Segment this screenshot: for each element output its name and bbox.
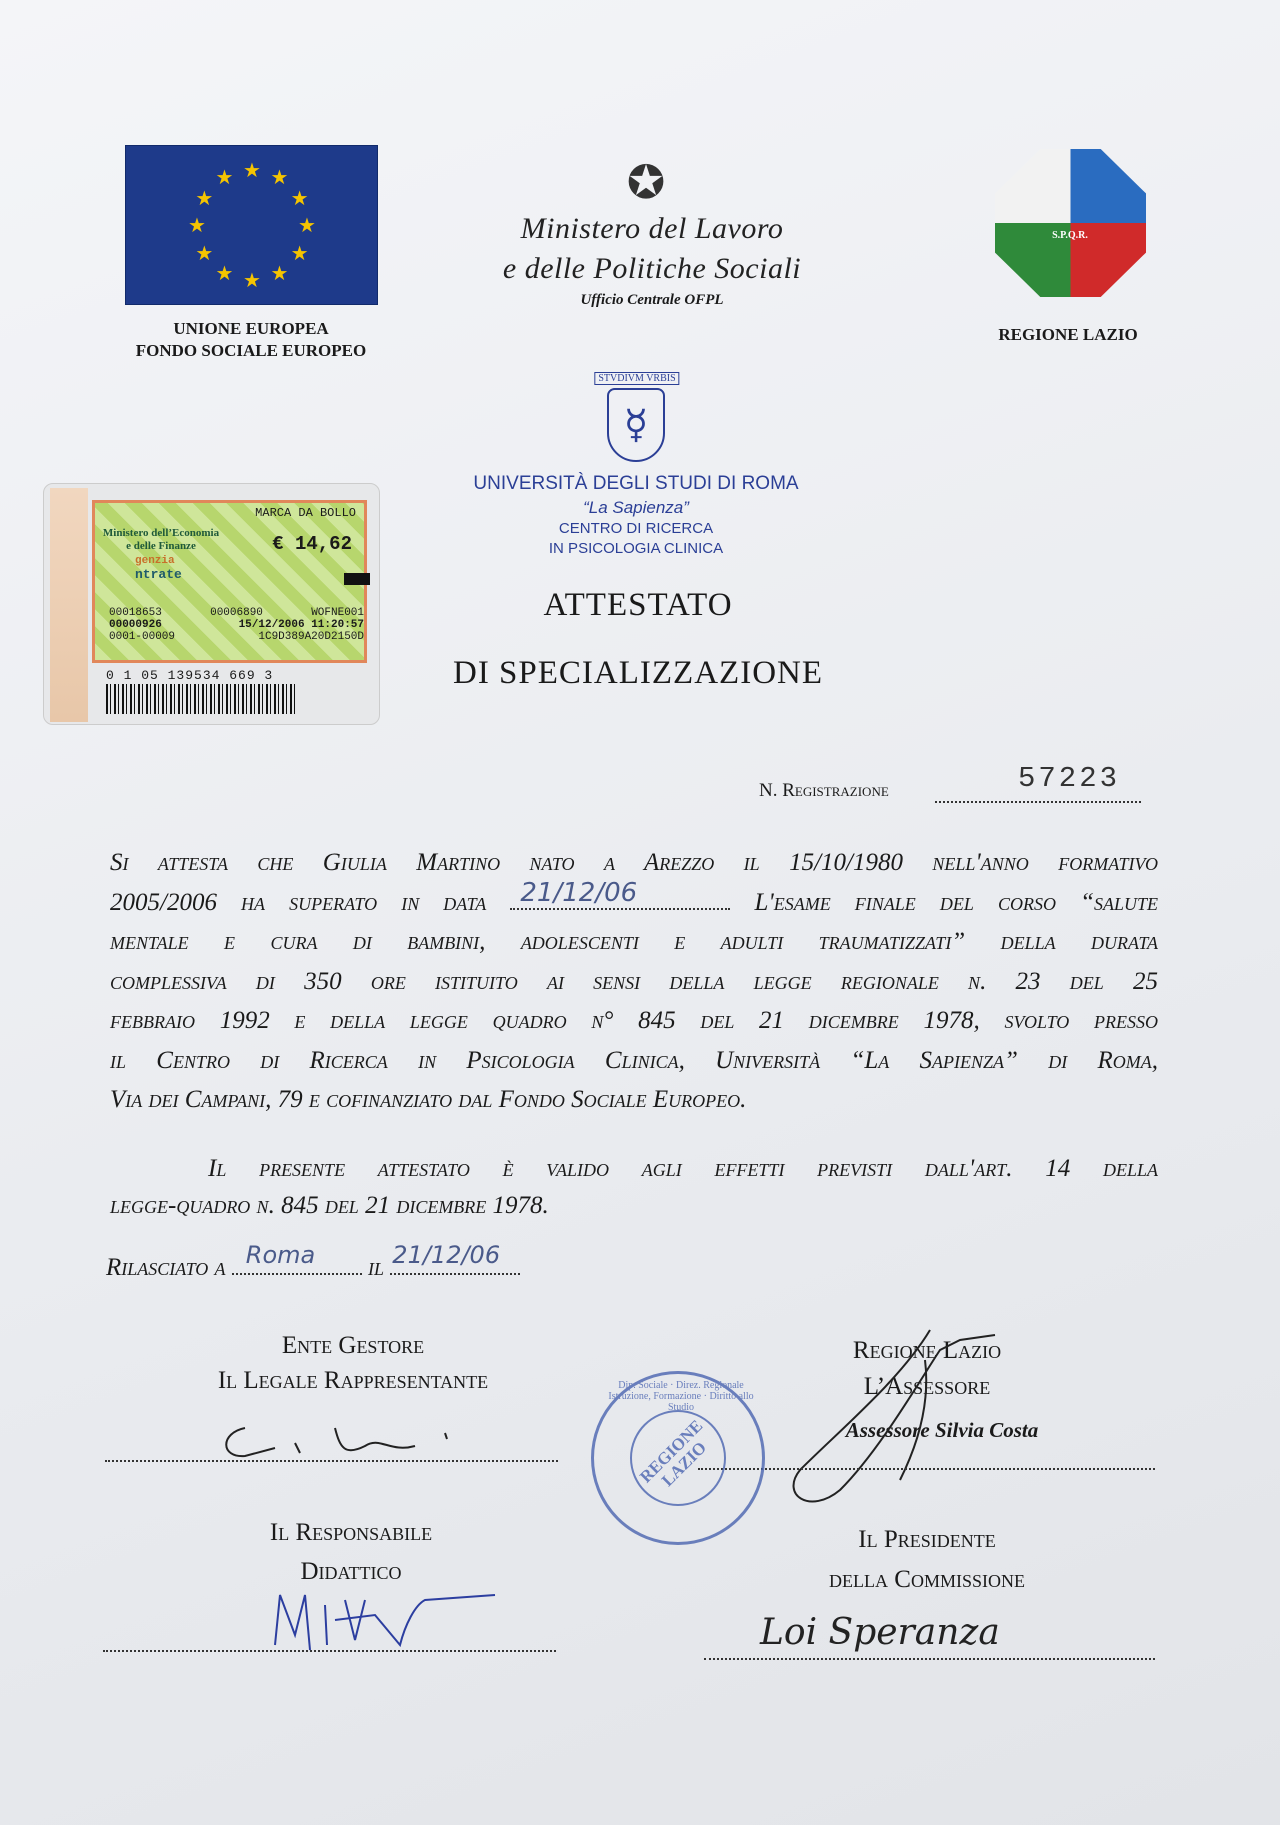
seal-center-text: REGIONE LAZIO <box>610 1390 746 1526</box>
body-line: febbraio 1992 e della legge quadro n° 845 del 21 dicembre 1978, svolto presso <box>110 1007 1158 1034</box>
region-label: REGIONE LAZIO <box>998 325 1138 344</box>
regione-lazio-logo <box>995 149 1146 297</box>
centre-line1: CENTRO DI RICERCA <box>558 520 714 537</box>
stamp-issuer-line2: e delle Finanze <box>126 540 196 552</box>
body-line <box>110 877 1158 923</box>
stamp-code: WOFNE001 <box>311 607 364 619</box>
registration-number: 57223 <box>1018 762 1121 795</box>
issued-place-handwritten: Roma <box>245 1241 316 1269</box>
region-logo-text: S.P.Q.R. <box>1052 230 1088 241</box>
stamp-codes <box>109 607 364 643</box>
assessor-signature-line <box>698 1468 1155 1470</box>
stamp-code: 0001-00009 <box>109 631 176 643</box>
stamp-code: 1C9D389A20D2150D <box>258 631 364 643</box>
ministry-name-line2: e delle Politiche Sociali <box>502 252 802 285</box>
registration-label: N. Registrazione <box>759 780 889 801</box>
president-label: Il Presidente <box>858 1526 996 1553</box>
university-name: UNIVERSITÀ DEGLI STUDI DI ROMA <box>473 473 799 494</box>
revenue-stamp <box>43 483 380 725</box>
ente-gestore-label: Ente Gestore <box>281 1332 425 1359</box>
commission-label: della Commissione <box>829 1566 1025 1593</box>
barcode <box>106 684 296 714</box>
stamp-header: MARCA DA BOLLO <box>255 506 356 520</box>
stamp-code: 00000926 <box>109 619 162 631</box>
eu-star-icon: ★ <box>195 242 214 265</box>
body-line: mentale e cura di bambini, adolescenti e adulti traumatizzati” della durata <box>110 928 1158 955</box>
assessor-label: L’Assessore <box>863 1373 991 1400</box>
eu-star-icon: ★ <box>290 242 309 265</box>
agency-line1: genzia <box>135 555 175 567</box>
document-title: ATTESTATO <box>543 587 733 623</box>
eu-star-icon: ★ <box>195 187 214 210</box>
body-line: Si attesta che Giulia Martino nato a Arezzo il 15/10/1980 nell'anno formativo <box>110 849 1158 876</box>
italian-emblem-icon: ✪ <box>626 157 666 208</box>
issued-at-label: Rilasciato a <box>106 1254 226 1281</box>
stamp-issuer <box>101 527 221 553</box>
stamp-security-strip <box>50 488 88 722</box>
eu-star-icon: ★ <box>270 167 289 190</box>
body-line: Via dei Campani, 79 e cofinanziato dal Fondo Sociale Europeo. <box>110 1086 747 1113</box>
president-signature-line <box>704 1658 1155 1660</box>
ministry-office: Ufficio Centrale OFPL <box>580 292 724 308</box>
stamp-code: 00018653 <box>109 607 162 619</box>
centre-line2: IN PSICOLOGIA CLINICA <box>548 540 724 557</box>
region-label-signature: Regione Lazio <box>852 1337 1002 1364</box>
stamp-datetime: 15/12/2006 11:20:57 <box>238 619 364 631</box>
responsible-label: Il Responsabile <box>269 1519 433 1546</box>
validity-line2: legge-quadro n. 845 del 21 dicembre 1978. <box>110 1192 549 1219</box>
exam-date-handwritten: 21/12/06 <box>520 877 638 908</box>
legal-rep-signature-line <box>105 1460 558 1462</box>
regione-lazio-seal <box>591 1371 765 1545</box>
responsible-signature <box>265 1585 505 1665</box>
esf-label: FONDO SOCIALE EUROPEO <box>135 341 367 360</box>
eu-star-icon: ★ <box>290 187 309 210</box>
stamp-body <box>92 500 367 663</box>
seal-ring-text: Dip. Sociale · Direz. Regionale Istruzione, Formazione · Diritto allo Studio <box>608 1380 754 1413</box>
president-signature: Loi Speranza <box>760 1612 1000 1653</box>
eu-star-icon: ★ <box>298 215 316 237</box>
assessor-name: Assessore Silvia Costa <box>845 1418 1039 1442</box>
stamp-code: 00006890 <box>210 607 263 619</box>
eu-star-icon: ★ <box>270 262 289 285</box>
eu-star-icon: ★ <box>188 215 206 237</box>
ministry-name-line1: Ministero del Lavoro <box>520 212 784 245</box>
eu-star-icon: ★ <box>215 167 234 190</box>
didactic-label: Didattico <box>300 1558 402 1585</box>
body-line: il Centro di Ricerca in Psicologia Clinica, Università “La Sapienza” di Roma, <box>110 1046 1158 1074</box>
stamp-black-mark <box>344 573 370 585</box>
legal-rep-label: Il Legale Rappresentante <box>217 1367 489 1394</box>
barcode-number: 0 1 05 139534 669 3 <box>106 668 274 683</box>
eu-label: UNIONE EUROPEA <box>173 319 329 338</box>
body-text: 2005/2006 ha superato in data <box>110 888 511 916</box>
issued-on-label: il <box>368 1254 385 1281</box>
eu-flag-logo <box>125 145 378 305</box>
registration-dotted-line <box>935 801 1141 803</box>
issued-date-handwritten: 21/12/06 <box>392 1241 501 1269</box>
sapienza-crest-icon: ☿ <box>607 388 665 462</box>
eu-star-icon: ★ <box>215 262 234 285</box>
body-text: L'esame finale del corso “salute <box>730 888 1158 916</box>
eu-star-icon: ★ <box>243 270 261 292</box>
university-sub: “La Sapienza” <box>583 498 689 517</box>
sapienza-banner: STVDIVM VRBIS <box>594 372 679 385</box>
stamp-amount: € 14,62 <box>272 533 352 555</box>
document-subtitle: DI SPECIALIZZAZIONE <box>452 655 824 691</box>
responsible-signature-line <box>103 1650 556 1652</box>
body-line: complessiva di 350 ore istituito ai sensi della legge regionale n. 23 del 25 <box>110 967 1158 995</box>
validity-line1: Il presente attestato è valido agli effetti previsti dall'art. 14 della <box>208 1155 1159 1182</box>
agency-line2: ntrate <box>135 567 182 582</box>
assessor-signature <box>780 1320 1040 1520</box>
eu-star-icon: ★ <box>243 160 261 182</box>
issued-line <box>106 1241 520 1282</box>
certificate-body <box>110 843 1158 1120</box>
stamp-issuer-line1: Ministero dell’Economia <box>102 527 220 539</box>
